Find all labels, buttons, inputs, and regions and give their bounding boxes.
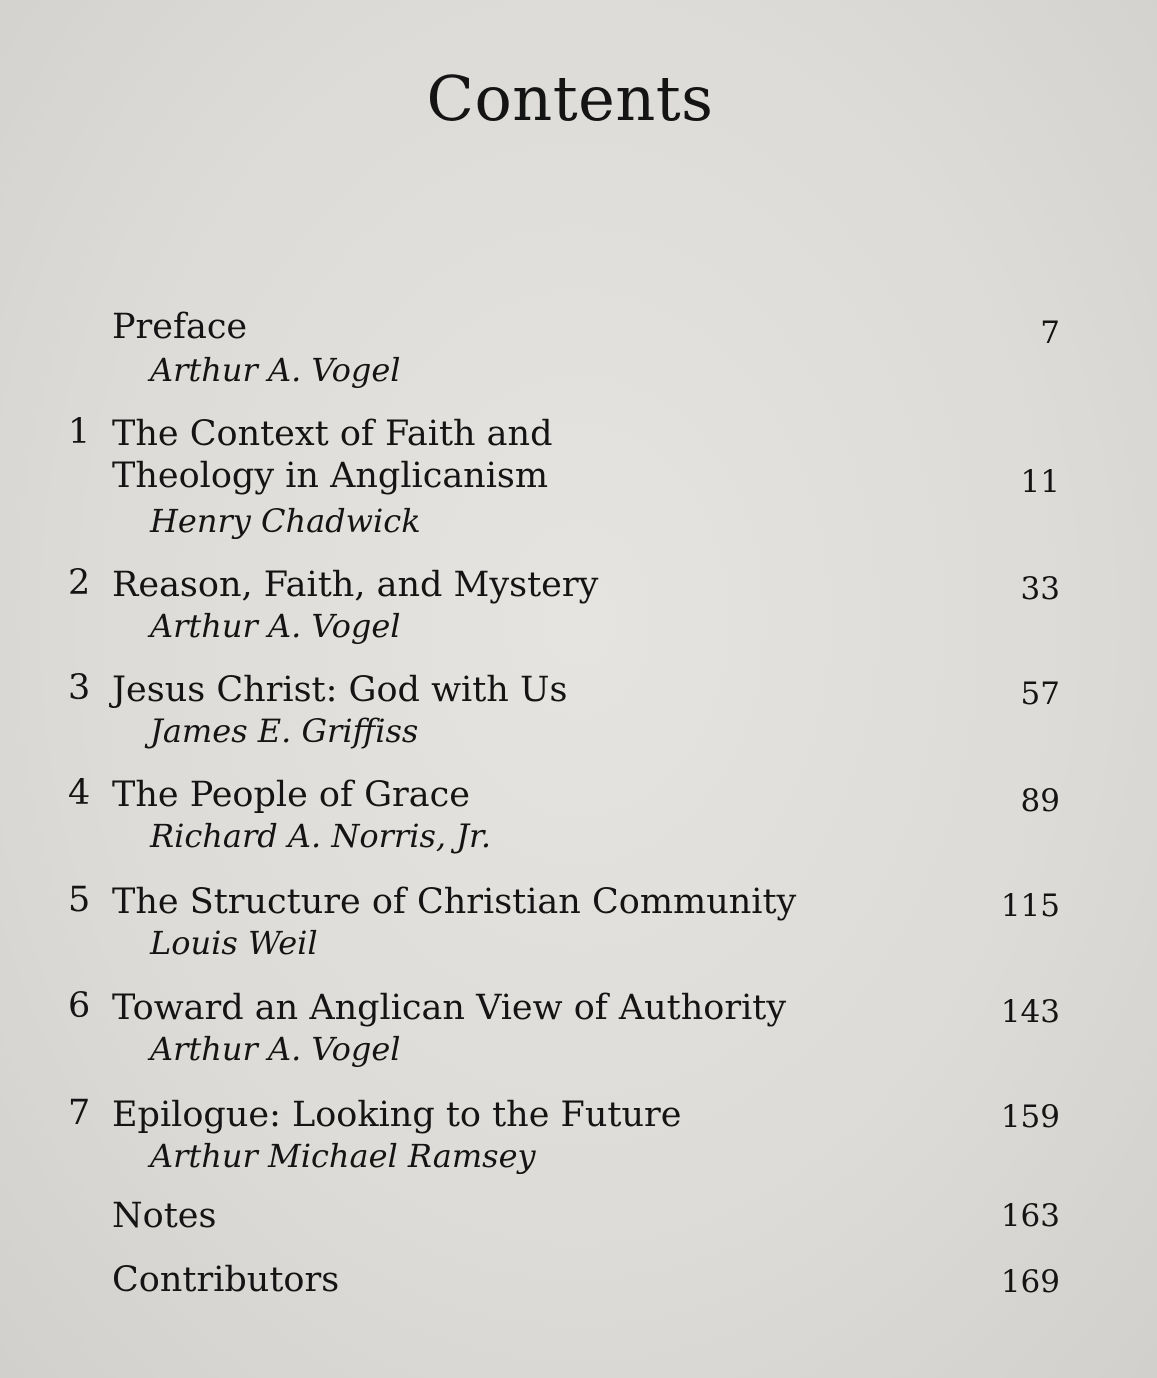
entry-title: Preface <box>112 307 248 347</box>
entry-page: 57 <box>1020 676 1060 712</box>
entry-page: 169 <box>1000 1264 1060 1300</box>
entry-page: 115 <box>1000 888 1060 924</box>
page-title: Contents <box>426 62 714 135</box>
entry-author: Arthur A. Vogel <box>150 351 401 389</box>
entry-author: James E. Griffiss <box>150 712 419 750</box>
entry-author: Richard A. Norris, Jr. <box>150 817 491 855</box>
entry-author: Arthur A. Vogel <box>150 1030 401 1068</box>
entry-author: Arthur Michael Ramsey <box>150 1137 536 1175</box>
entry-number: 7 <box>68 1093 91 1133</box>
entry-title: The People of Grace <box>112 775 470 815</box>
entry-author: Louis Weil <box>150 924 318 962</box>
entry-title: Toward an Anglican View of Authority <box>112 988 787 1028</box>
entry-title: The Structure of Christian Community <box>112 882 797 922</box>
entry-title: Reason, Faith, and Mystery <box>112 565 599 605</box>
entry-page: 143 <box>1000 994 1060 1030</box>
entry-page: 159 <box>1000 1099 1060 1135</box>
entry-page: 7 <box>1040 315 1060 351</box>
entry-title-line-2: Theology in Anglicanism <box>112 456 549 496</box>
entry-number: 6 <box>68 986 91 1026</box>
entry-number: 2 <box>68 563 91 603</box>
entry-author: Arthur A. Vogel <box>150 607 401 645</box>
entry-number: 1 <box>68 412 91 452</box>
entry-title: The Context of Faith and <box>112 414 553 454</box>
entry-number: 5 <box>68 880 91 920</box>
entry-page: 163 <box>1000 1198 1060 1234</box>
entry-page: 89 <box>1020 783 1060 819</box>
entry-number: 3 <box>68 668 91 708</box>
entry-author: Henry Chadwick <box>150 502 421 540</box>
entry-number: 4 <box>68 773 91 813</box>
entry-title: Contributors <box>112 1260 340 1300</box>
entry-title: Epilogue: Looking to the Future <box>112 1095 682 1135</box>
entry-title: Jesus Christ: God with Us <box>112 670 568 710</box>
entry-title: Notes <box>112 1196 217 1236</box>
entry-page: 11 <box>1020 464 1060 500</box>
entry-page: 33 <box>1020 571 1060 607</box>
